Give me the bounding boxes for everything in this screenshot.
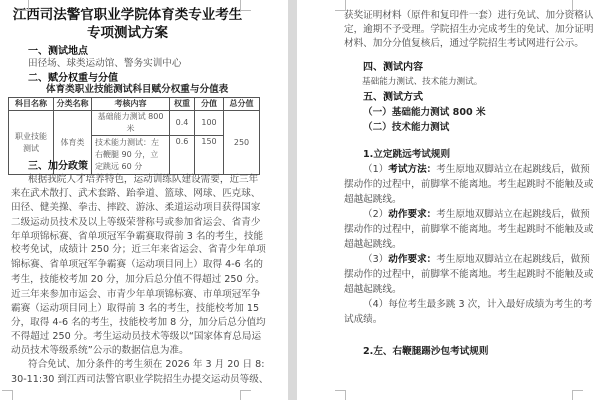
paragraph-line: 根据我院人才培养特色，运动训练队建设需要，近三年	[28, 174, 259, 185]
cell-content: 技术能力测试：左右鞭腿 90 分，立定跳远 60 分	[92, 136, 170, 175]
rule-item-line: 超越起跳线。	[344, 194, 402, 205]
header-subject: 科目名称	[9, 98, 54, 111]
rule-item-label: （2）	[363, 209, 389, 220]
rule2-heading: 2.左、右鞭腿踢沙包考试规则	[363, 346, 489, 357]
rule-item-first-line	[363, 253, 590, 267]
page-corner-mark	[2, 390, 13, 400]
cell-subject: 职业技能测试	[9, 111, 54, 175]
paragraph-line: 霸赛（运动项目同上）取得前 3 名的考生，技能校考加 15	[11, 303, 260, 314]
paragraph-line: 二级运动员技术及以上等级荣誉称号或参加省运会、省青少	[11, 217, 261, 228]
paragraph-line: 田径、健美操、拳击、摔跤、游泳、柔道运动项目获得国家	[11, 202, 261, 213]
page-corner-mark	[240, 390, 251, 400]
paragraph-line: 定，逾期不予受理。学院招生办完成考生的免试、加分证明	[344, 24, 594, 35]
paragraph-line: 锦标赛、省单项冠军争霸赛（运动项目同上）取得 4-6 名的	[11, 259, 264, 270]
paragraph-line: 符合免试、加分条件的考生须在 2026 年 3 月 20 日 8:	[28, 359, 265, 370]
rule-item-line: 超越起跳线。	[344, 284, 402, 295]
paragraph-line: 材料、加分分值复核后，通过学院招生考试网进行公示。	[344, 38, 584, 49]
cell-weight: 0.4	[170, 111, 195, 136]
rule-item-first-line	[363, 163, 590, 177]
rule-item-line: 超越起跳线。	[344, 239, 402, 250]
section5-heading: 五、测试方式	[363, 92, 423, 103]
paragraph-line: 不得超过 250 分。考生运动员技术等级以“国家体育总局运	[11, 331, 262, 342]
page-corner-mark	[335, 390, 346, 400]
section4-heading: 四、测试内容	[363, 62, 423, 73]
header-category: 分类名称	[54, 98, 92, 111]
cell-score: 100	[195, 111, 224, 136]
page-corner-mark	[572, 0, 583, 11]
page-corner-mark	[335, 0, 346, 11]
header-score: 分值	[195, 98, 224, 111]
subsection1-heading: （一）基础能力测试 800 米	[363, 107, 486, 118]
cell-total: 250	[224, 111, 260, 175]
header-content: 考核内容	[92, 98, 170, 111]
rule-item-label: （4）	[363, 299, 389, 310]
rule-item-first-line	[363, 298, 592, 312]
rule-item-bold-label: 动作要求：	[388, 254, 437, 265]
rule-item-text: 考生原地双脚站立在起跳线后，做预	[436, 209, 590, 220]
paragraph-line: 30-11:30 到江西司法警官职业学院招生办提交运动员等级、	[11, 374, 269, 385]
header-weight: 权重	[170, 98, 195, 111]
page-corner-mark	[572, 390, 583, 400]
paragraph-line: 获奖证明材料（原件和复印件一套）进行免试、加分资格认	[344, 10, 594, 21]
rule-item-line: 摆动作的过程中，前脚掌不能离地。考生起跳时不能触及或	[344, 179, 594, 190]
rule-item-bold-label: 考试方法：	[388, 164, 437, 175]
document-title-line2: 专项测试方案	[87, 25, 168, 41]
rule-item-label: （1）	[363, 164, 389, 175]
section2-heading: 二、赋分权重与分值	[28, 73, 118, 84]
table-header-row	[9, 98, 260, 111]
section4-text: 基础能力测试、技术能力测试。	[362, 77, 483, 87]
document-title-line1: 江西司法警官职业学院体育类专业考生	[12, 7, 243, 23]
rule-item-first-line	[363, 208, 590, 222]
rule-item-text: 考生原地双脚站立在起跳线后，做预	[436, 254, 590, 265]
rule-item-text: 考生原地双脚站立在起跳线后，做预	[436, 164, 590, 175]
rule-item-bold-label: 动作要求：	[388, 209, 437, 220]
paragraph-line: 动员技术等级系统”公示的数据信息为准。	[11, 345, 189, 356]
paragraph-line: 来在武术散打、武术套路、跆拳道、篮球、网球、匹克球、	[11, 188, 261, 199]
cell-category: 体育类	[54, 111, 92, 175]
paragraph-line: 年单项锦标赛、省单项冠军争霸赛取得前 3 名的考生，技能	[11, 231, 264, 242]
paragraph-line: 考生，技能校考加 20 分，加分后总分值不得超过 250 分。	[11, 274, 265, 285]
rule1-heading: 1.立定跳远考试规则	[363, 149, 451, 160]
cell-weight: 0.6	[170, 136, 195, 175]
rule-item-line: 摆动作的过程中，前脚掌不能离地。考生起跳时不能触及或	[344, 224, 594, 235]
document-page-left	[0, 0, 288, 400]
paragraph-line: 分，取得 4-6 名的考生，技能校考加 8 分，加分后总分值均	[11, 317, 266, 328]
rule-item-line: 试成绩。	[344, 314, 383, 325]
header-total: 总分值	[224, 98, 260, 111]
section1-heading: 一、测试地点	[28, 46, 88, 57]
table-caption: 体育类职业技能测试科目赋分权重与分值表	[46, 84, 229, 95]
rule-item-label: （3）	[363, 254, 389, 265]
rule-item-line: 摆动作的过程中，前脚掌不能离地。考生起跳时不能触及或	[344, 269, 594, 280]
document-page-right	[297, 0, 600, 400]
rule-item-text: 每位考生最多跳 3 次，计入最好成绩为考生的考	[388, 299, 593, 310]
cell-content: 基础能力测试 800 米	[92, 111, 170, 136]
page-corner-mark	[240, 0, 251, 11]
subsection2-heading: （二）技术能力测试	[363, 122, 450, 133]
page-gap	[288, 0, 297, 400]
table-row	[9, 111, 260, 136]
paragraph-line: 近三年来参加市运会、市青少年单项锦标赛、市单项冠军争	[11, 289, 261, 300]
paragraph-line: 校考免试，成绩计 250 分；近三年来省运会、省青少年单项	[11, 244, 266, 255]
section3-heading: 三、加分政策	[28, 161, 88, 172]
section1-text: 田径场、球类运动馆、警务实训中心	[28, 58, 182, 69]
page-corner-mark	[18, 0, 29, 11]
cell-score: 150	[195, 136, 224, 175]
